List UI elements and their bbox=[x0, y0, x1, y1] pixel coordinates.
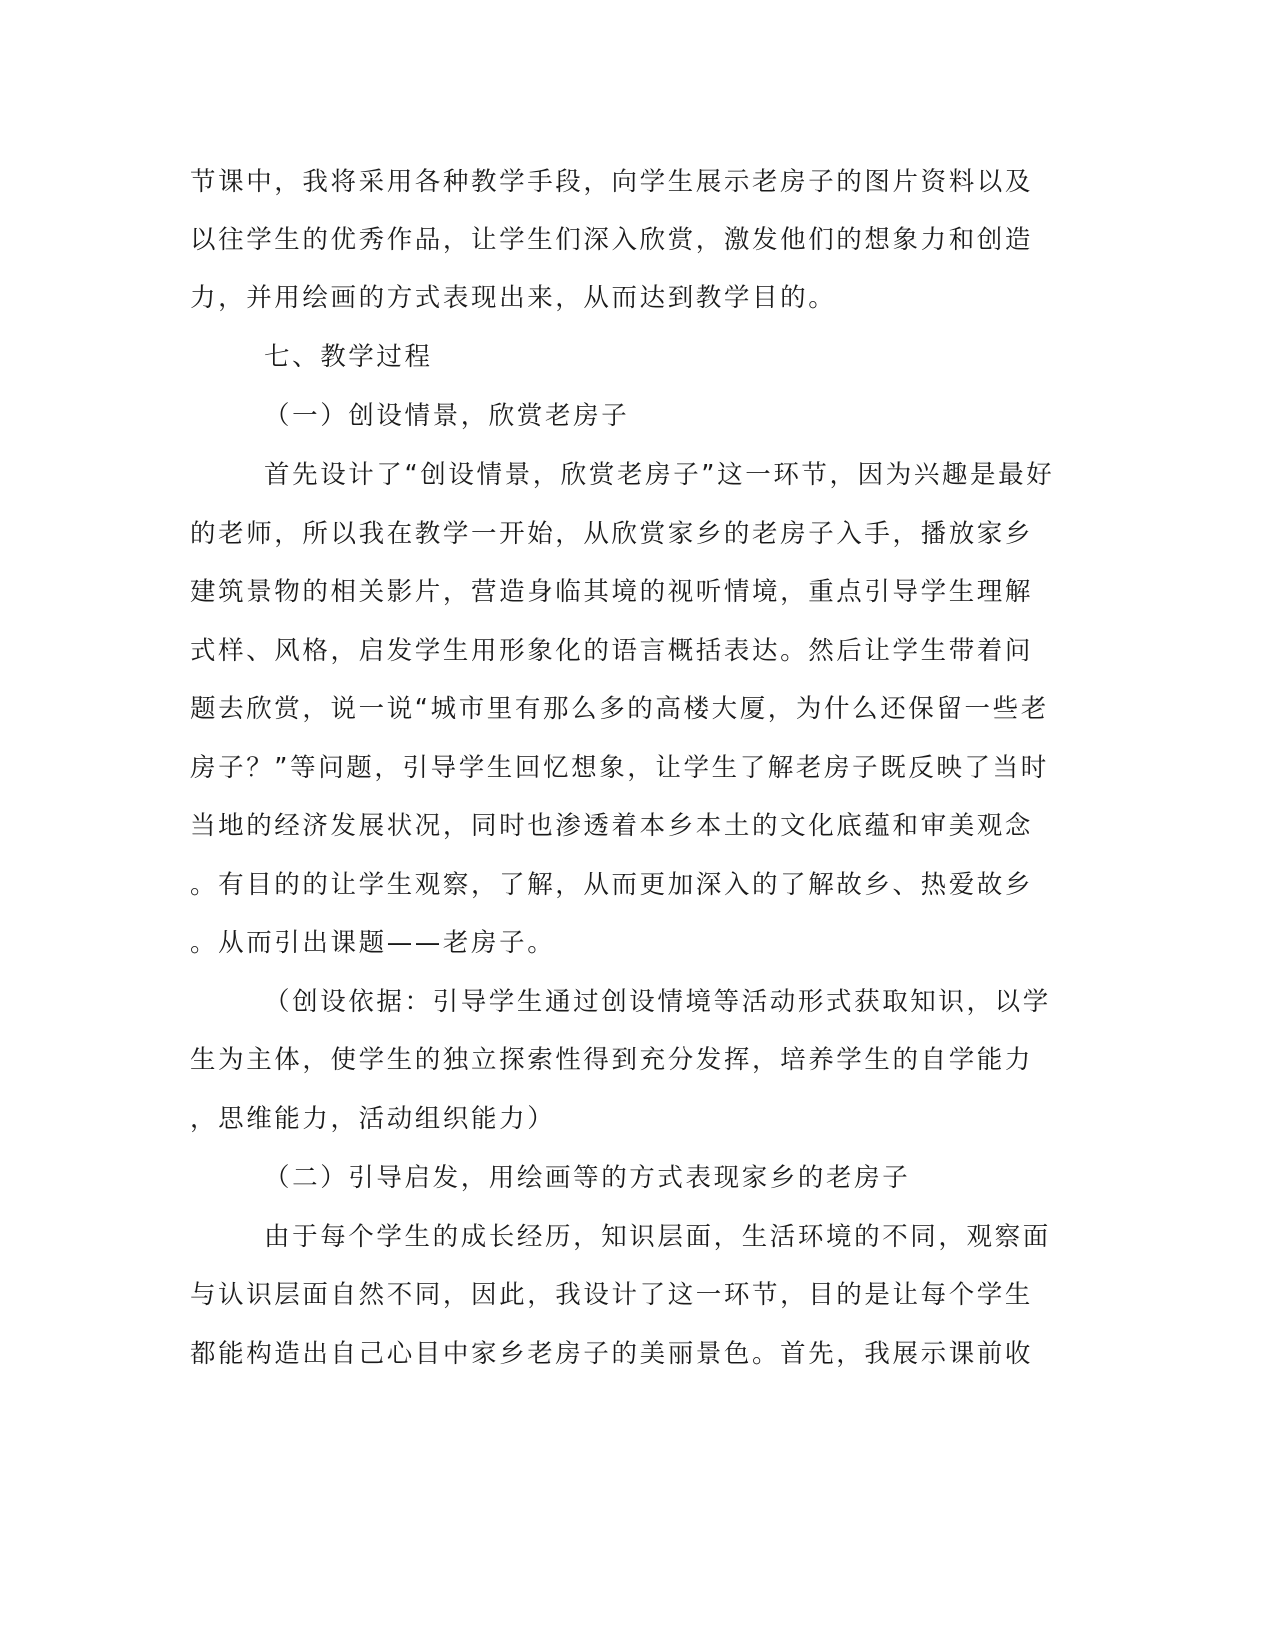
body-text-line: 建筑景物的相关影片，营造身临其境的视听情境，重点引导学生理解 bbox=[190, 577, 1034, 607]
subsection-heading: （一）创设情景，欣赏老房子 bbox=[264, 401, 630, 431]
subsection-heading: （二）引导启发，用绘画等的方式表现家乡的老房子 bbox=[264, 1163, 911, 1193]
body-text-line: 节课中，我将采用各种教学手段，向学生展示老房子的图片资料以及 bbox=[190, 167, 1034, 197]
body-text-line: 题去欣赏，说一说“城市里有那么多的高楼大厦，为什么还保留一些老 bbox=[190, 694, 1049, 724]
body-text-line: 。从而引出课题——老房子。 bbox=[190, 928, 556, 958]
body-text-line: ，思维能力，活动组织能力） bbox=[190, 1104, 556, 1134]
body-text-line: 首先设计了“创设情景，欣赏老房子”这一环节，因为兴趣是最好 bbox=[264, 460, 1055, 490]
body-text-line: （创设依据：引导学生通过创设情境等活动形式获取知识，以学 bbox=[264, 987, 1051, 1017]
body-text-line: 生为主体，使学生的独立探索性得到充分发挥，培养学生的自学能力 bbox=[190, 1045, 1034, 1075]
body-text-line: 力，并用绘画的方式表现出来，从而达到教学目的。 bbox=[190, 283, 837, 313]
body-text-line: 以往学生的优秀作品，让学生们深入欣赏，激发他们的想象力和创造 bbox=[190, 225, 1034, 255]
body-text-line: 房子？”等问题，引导学生回忆想象，让学生了解老房子既反映了当时 bbox=[190, 753, 1049, 783]
body-text-line: 的老师，所以我在教学一开始，从欣赏家乡的老房子入手，播放家乡 bbox=[190, 519, 1034, 549]
body-text-line: 都能构造出自己心目中家乡老房子的美丽景色。首先，我展示课前收 bbox=[190, 1339, 1034, 1369]
body-text-line: 。有目的的让学生观察，了解，从而更加深入的了解故乡、热爱故乡 bbox=[190, 870, 1034, 900]
section-heading: 七、教学过程 bbox=[264, 342, 433, 372]
body-text-line: 由于每个学生的成长经历，知识层面，生活环境的不同，观察面 bbox=[264, 1222, 1051, 1252]
body-text-line: 当地的经济发展状况，同时也渗透着本乡本土的文化底蕴和审美观念 bbox=[190, 811, 1034, 841]
body-text-line: 式样、风格，启发学生用形象化的语言概括表达。然后让学生带着问 bbox=[190, 636, 1034, 666]
body-text-line: 与认识层面自然不同，因此，我设计了这一环节，目的是让每个学生 bbox=[190, 1280, 1034, 1310]
